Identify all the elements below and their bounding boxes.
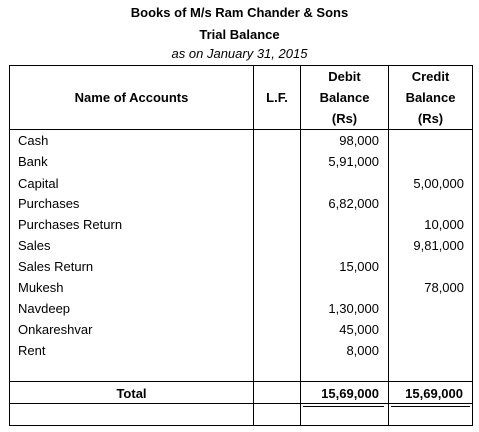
debit-amount: 1,30,000 [328,301,379,316]
total-label: Total [116,386,147,401]
column-header-debit-line3: (Rs) [331,111,358,126]
account-name: Sales [18,238,51,253]
debit-amount: 15,000 [339,259,379,274]
column-header-debit-line2: Balance [319,90,370,105]
table-border-left [9,65,10,426]
account-name: Navdeep [18,301,71,316]
column-header-credit-line1: Credit [411,69,450,84]
credit-amount: 5,00,000 [413,176,464,191]
account-name: Onkareshvar [18,322,93,337]
table-border-bottom [9,425,473,426]
total-credit: 15,69,000 [405,386,463,401]
account-name: Cash [18,133,49,148]
credit-amount: 78,000 [424,280,464,295]
column-header-lf: L.F. [266,90,288,105]
credit-amount: 10,000 [424,217,464,232]
table-border-right [472,65,473,426]
debit-amount: 45,000 [339,322,379,337]
total-double-underline-credit [391,406,470,407]
statement-date: as on January 31, 2015 [171,46,308,61]
header-divider [9,129,473,130]
account-name: Bank [18,154,48,169]
debit-amount: 8,000 [346,343,379,358]
column-header-credit-line3: (Rs) [417,111,444,126]
debit-amount: 5,91,000 [328,154,379,169]
account-name: Purchases [18,196,80,211]
column-divider-lf [253,65,254,426]
body-divider [9,381,473,382]
total-double-underline-debit [303,406,384,407]
account-name: Purchases Return [18,217,123,232]
total-debit: 15,69,000 [321,386,379,401]
account-name: Capital [18,176,59,191]
debit-amount: 6,82,000 [328,196,379,211]
table-border-top [9,65,473,66]
statement-title: Trial Balance [199,27,280,42]
total-divider [9,403,473,404]
column-header-credit-line2: Balance [405,90,456,105]
credit-amount: 9,81,000 [413,238,464,253]
column-header-name: Name of Accounts [74,90,189,105]
account-name: Sales Return [18,259,94,274]
account-name: Rent [18,343,46,358]
column-header-debit-line1: Debit [328,69,361,84]
ledger-title: Books of M/s Ram Chander & Sons [130,5,349,20]
account-name: Mukesh [18,280,64,295]
debit-amount: 98,000 [339,133,379,148]
